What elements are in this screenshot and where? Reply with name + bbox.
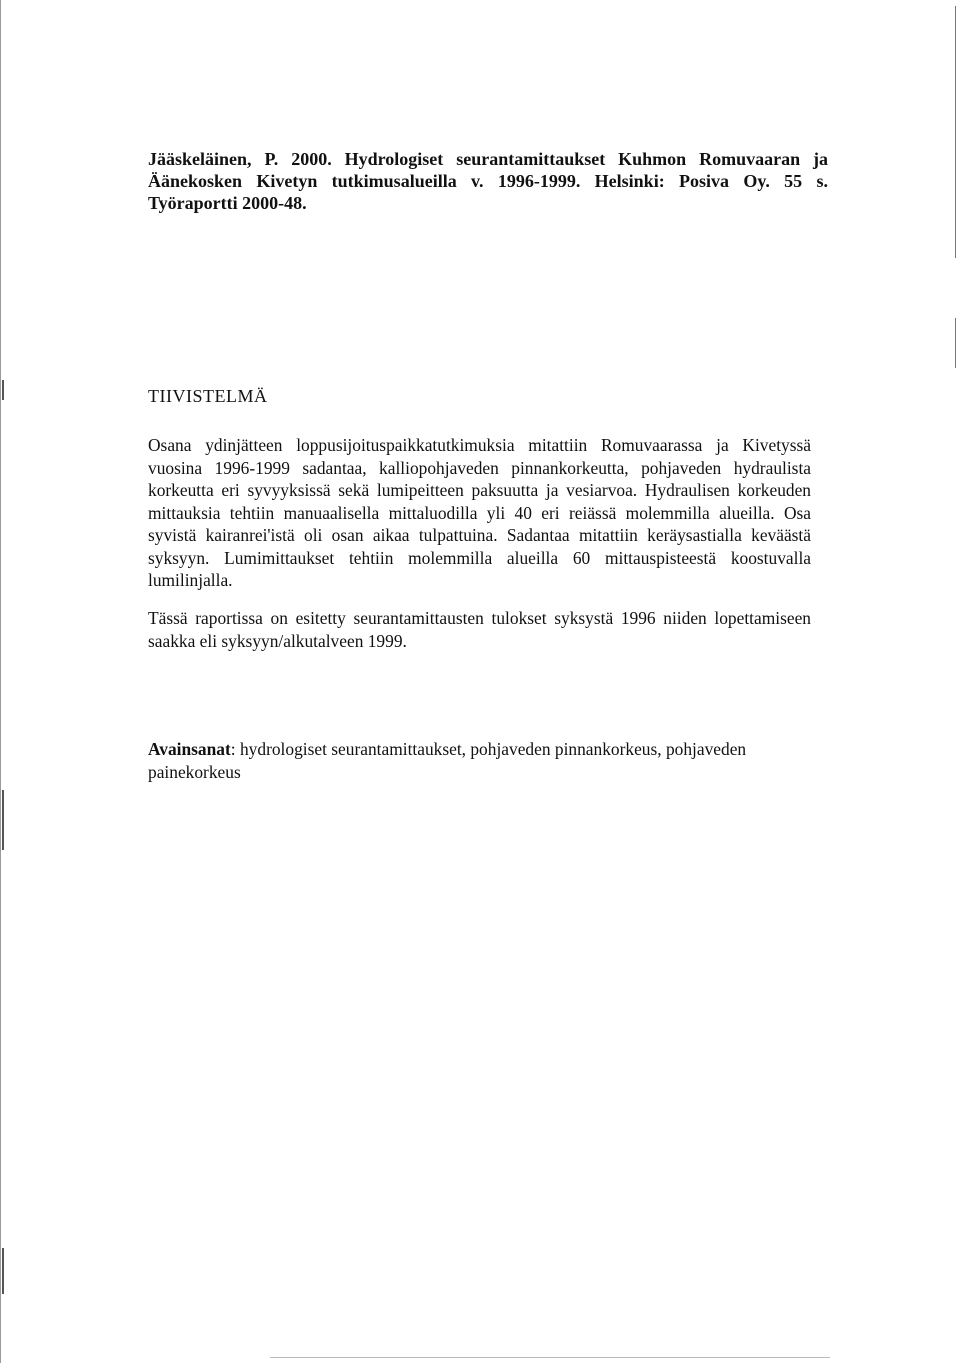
scan-mark bbox=[955, 6, 956, 258]
scan-mark bbox=[2, 380, 4, 400]
scan-mark bbox=[2, 790, 4, 850]
scan-mark bbox=[955, 318, 956, 368]
scan-edge-bottom bbox=[270, 1357, 830, 1358]
keywords-separator: : bbox=[230, 739, 236, 759]
abstract-paragraph-2: Tässä raportissa on esitetty seurantamittausten tulokset syksystä 1996 niiden lopettamiseen saakka eli syksyyn/alkutalveen 1999. bbox=[148, 608, 811, 651]
abstract-heading: TIIVISTELMÄ bbox=[148, 386, 268, 406]
scan-mark bbox=[2, 1248, 4, 1294]
keywords-line bbox=[148, 738, 811, 783]
abstract-paragraph-1: Osana ydinjätteen loppusijoituspaikkatutkimuksia mitattiin Romuvaarassa ja Kivetyssä vuosina 1996-1999 sadantaa, kalliopohjaveden pinnankorkeutta, pohjaveden hydraulista korkeutta eri syvyyksissä sekä lumipeitteen paksuutta ja vesiarvoa. Hydraulisen korkeuden mittauksia tehtiin manuaalisella mittaluodilla yli 40 eri reiässä molemmilla alueilla. Osa syvistä kairanrei'istä oli osan aikaa tulpattuina. Sadantaa mitattiin keräysastialla keväästä syksyyn. Lumimittaukset tehtiin molemmilla alueilla 60 mittauspisteestä koostuvalla lumilinjalla. bbox=[148, 435, 811, 590]
scan-edge-left bbox=[0, 0, 1, 1363]
keywords-text: hydrologiset seurantamittaukset, pohjaveden pinnankorkeus, pohjaveden painekorkeus bbox=[148, 739, 747, 782]
bibliographic-reference: Jääskeläinen, P. 2000. Hydrologiset seurantamittaukset Kuhmon Romuvaaran ja Äänekosken Kivetyn tutkimusalueilla v. 1996-1999. Helsinki: Posiva Oy. 55 s. Työraportti 2000-48. bbox=[148, 149, 828, 213]
keywords-label: Avainsanat bbox=[148, 739, 231, 759]
